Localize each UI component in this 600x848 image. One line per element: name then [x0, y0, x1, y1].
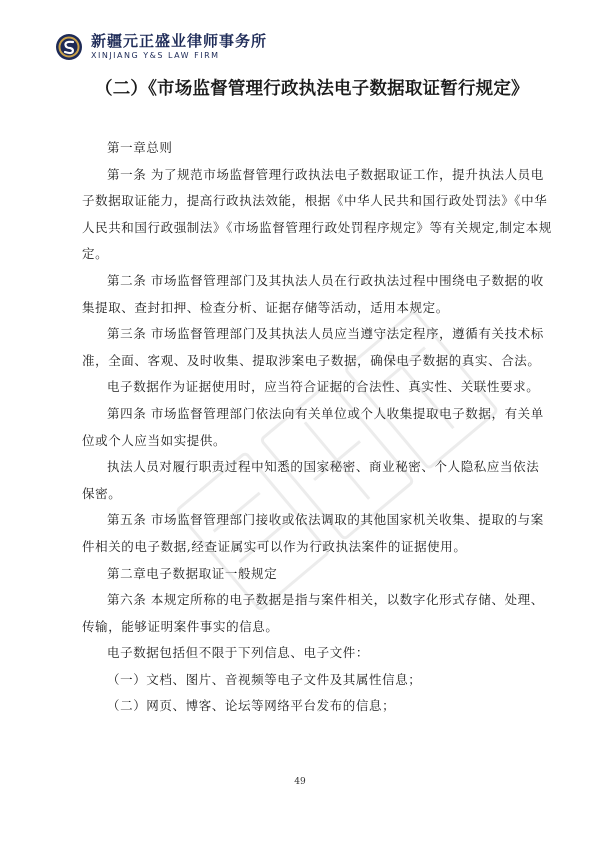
paragraph: 第三条 市场监督管理部门及其执法人员应当遵守法定程序，遵循有关技术标准，全面、客观、及时收集、提取涉案电子数据，确保电子数据的真实、合法。 [82, 326, 544, 368]
paragraph: 第四条 市场监督管理部门依法向有关单位或个人收集提取电子数据，有关单位或个人应当如实提供。 [82, 405, 544, 448]
letterhead [55, 27, 267, 67]
paragraph: 第二条 市场监督管理部门及其执法人员在行政执法过程中围绕电子数据的收集提取、查封扣押、检查分析、证据存储等活动，适用本规定。 [82, 272, 544, 315]
document-body [82, 135, 552, 720]
firm-name-cn: 新疆元正盛业律师事务所 [91, 32, 268, 50]
firm-name-block [91, 34, 267, 60]
paragraph: 执法人员对履行职责过程中知悉的国家秘密、商业秘密、个人隐私应当依法保密。 [82, 459, 540, 501]
paragraph: 第六条 本规定所称的电子数据是指与案件相关，以数字化形式存储、处理、传输，能够证明案件事实的信息。 [82, 592, 544, 634]
page-number: 49 [294, 777, 306, 787]
list-item: （一）文档、图片、音视频等电子文件及其属性信息； [107, 671, 422, 687]
firm-logo-icon [55, 33, 83, 61]
document-title: （二）《市场监督管理行政执法电子数据取证暂行规定》 [95, 79, 529, 99]
paragraph: 第一条 为了规范市场监督管理行政执法电子数据取证工作，提升执法人员电子数据取证能力，提高行政执法效能，根据《中华人民共和国行政处罚法》《中华人民共和国行政强制法》《市场监督管理行政处罚程序规定》等有关规定,制定本规定。 [82, 166, 552, 262]
list-item: （二）网页、博客、论坛等网络平台发布的信息； [107, 698, 396, 714]
chapter-heading: 第一章总则 [107, 140, 173, 155]
paragraph: 第五条 市场监督管理部门接收或依法调取的其他国家机关收集、提取的与案件相关的电子数据,经查证属实可以作为行政执法案件的证据使用。 [82, 512, 544, 554]
paragraph: 电子数据作为证据使用时，应当符合证据的合法性、真实性、关联性要求。 [107, 379, 540, 395]
chapter-heading: 第二章电子数据取证一般规定 [107, 565, 278, 581]
firm-name-en: XINJIANG Y&S LAW FIRM [91, 51, 220, 60]
paragraph: 电子数据包括但不限于下列信息、电子文件： [107, 645, 370, 661]
